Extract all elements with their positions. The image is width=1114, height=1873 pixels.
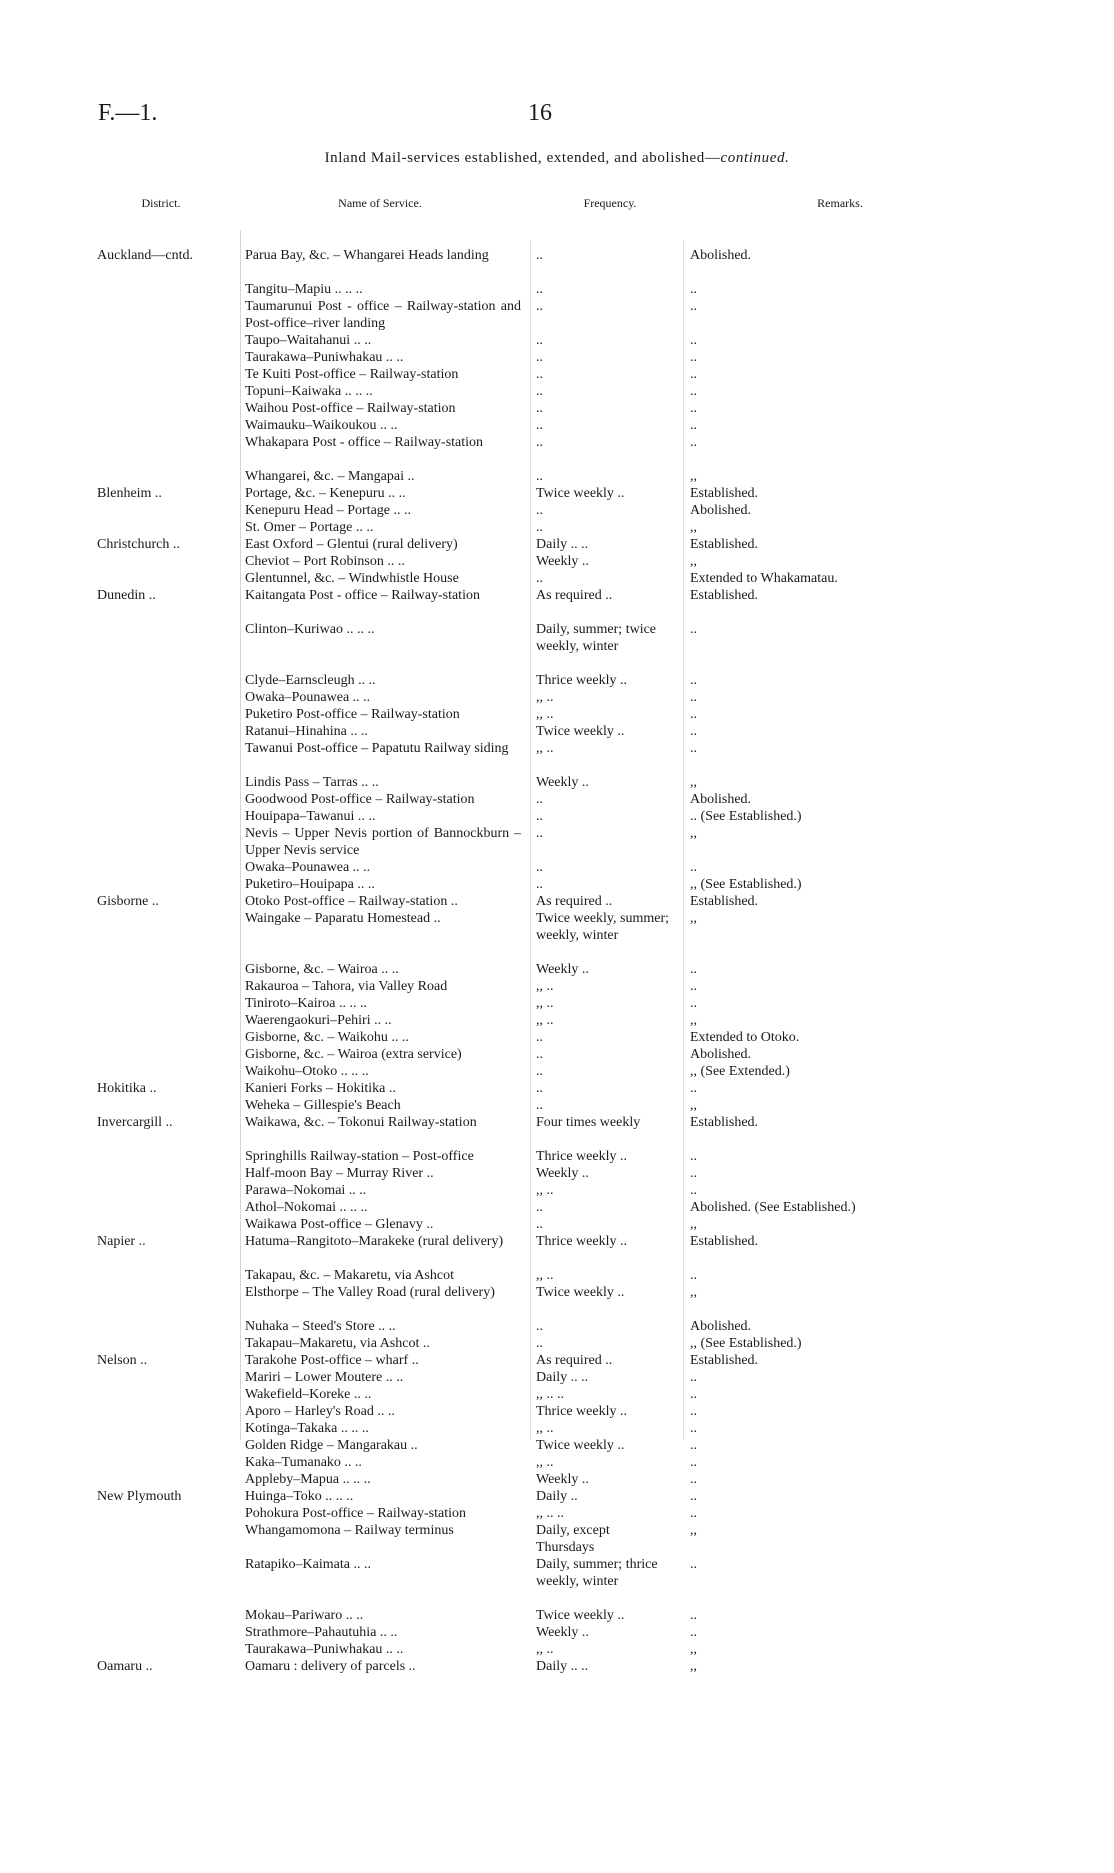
frequency-cell: Thrice weekly .. (536, 673, 627, 688)
frequency-cell: Daily, except Thursdays (536, 1523, 610, 1555)
remarks-cell: ,, (690, 1642, 697, 1657)
service-name-cell: Rakauroa – Tahora, via Valley Road (245, 979, 448, 994)
service-name-cell: Nevis – Upper Nevis portion of Bannockburn – Upper Nevis service (245, 826, 521, 858)
service-name-cell: Kenepuru Head – Portage .. .. (245, 503, 412, 518)
remarks-cell: ,, (690, 1098, 697, 1113)
service-name-cell: Whakapara Post - office – Railway-station (245, 435, 484, 450)
frequency-cell: Daily .. .. (536, 1659, 589, 1674)
service-name-cell: Ratanui–Hinahina .. .. (245, 724, 368, 739)
frequency-cell: Thrice weekly .. (536, 1149, 627, 1164)
service-name-cell: Oamaru : delivery of parcels .. (245, 1659, 416, 1674)
page-number: 16 (528, 100, 552, 126)
service-name-cell: Mariri – Lower Moutere .. .. (245, 1370, 404, 1385)
service-name-cell: Gisborne, &c. – Wairoa (extra service) (245, 1047, 462, 1062)
frequency-cell: Weekly .. (536, 1166, 589, 1181)
frequency-cell: Twice weekly, summer; weekly, winter (536, 911, 670, 943)
district-cell: Auckland—cntd. (97, 248, 194, 263)
remarks-cell: ,, (690, 826, 697, 841)
service-name-cell: Clinton–Kuriwao .. .. .. (245, 622, 375, 637)
service-name-cell: Hatuma–Rangitoto–Marakeke (rural delivery) (245, 1234, 504, 1249)
frequency-cell: ,, .. (536, 1183, 554, 1198)
service-name-cell: Weheka – Gillespie's Beach (245, 1098, 401, 1113)
service-name-cell: Cheviot – Port Robinson .. .. (245, 554, 405, 569)
remarks-cell: Abolished. (690, 503, 752, 518)
frequency-cell: .. (536, 282, 543, 297)
frequency-cell: .. (536, 520, 543, 535)
service-name-cell: Waikawa, &c. – Tokonui Railway-station (245, 1115, 477, 1130)
service-name-cell: Pohokura Post-office – Railway-station (245, 1506, 466, 1521)
frequency-cell: .. (536, 826, 543, 841)
service-name-cell: Athol–Nokomai .. .. .. (245, 1200, 368, 1215)
frequency-cell: .. (536, 333, 543, 348)
frequency-cell: .. (536, 877, 543, 892)
remarks-cell: .. (690, 1438, 697, 1453)
frequency-cell: ,, .. (536, 1268, 554, 1283)
frequency-cell: As required .. (536, 894, 613, 909)
frequency-cell: .. (536, 401, 543, 416)
frequency-cell: ,, .. (536, 979, 554, 994)
frequency-cell: .. (536, 1217, 543, 1232)
frequency-cell: ,, .. .. (536, 1387, 564, 1402)
column-divider (683, 240, 684, 1440)
remarks-cell: .. (690, 401, 697, 416)
remarks-cell: .. (690, 1268, 697, 1283)
frequency-cell: ,, .. (536, 1421, 554, 1436)
frequency-cell: Weekly .. (536, 1625, 589, 1640)
frequency-cell: .. (536, 367, 543, 382)
frequency-cell: ,, .. (536, 741, 554, 756)
remarks-cell: .. (690, 282, 697, 297)
frequency-cell: .. (536, 1336, 543, 1351)
frequency-cell: Four times weekly (536, 1115, 641, 1130)
service-name-cell: Wakefield–Koreke .. .. (245, 1387, 372, 1402)
service-name-cell: Kaka–Tumanako .. .. (245, 1455, 362, 1470)
remarks-cell: ,, (690, 1013, 697, 1028)
remarks-cell: Established. (690, 1115, 759, 1130)
service-name-cell: Waihou Post-office – Railway-station (245, 401, 456, 416)
service-name-cell: Golden Ridge – Mangarakau .. (245, 1438, 418, 1453)
remarks-cell: Established. (690, 1353, 759, 1368)
remarks-cell: ,, (690, 469, 697, 484)
remarks-cell: .. (690, 1166, 697, 1181)
district-cell: Blenheim .. (97, 486, 162, 501)
service-name-cell: Springhills Railway-station – Post-office (245, 1149, 474, 1164)
remarks-cell: .. (690, 979, 697, 994)
document-code: F.—1. (98, 100, 158, 126)
frequency-cell: Daily .. (536, 1489, 578, 1504)
remarks-cell: ,, (690, 1285, 697, 1300)
remarks-cell: .. (690, 435, 697, 450)
district-cell: Nelson .. (97, 1353, 148, 1368)
district-cell: Gisborne .. (97, 894, 159, 909)
frequency-cell: Daily, summer; thrice weekly, winter (536, 1557, 658, 1589)
service-name-cell: Waerengaokuri–Pehiri .. .. (245, 1013, 392, 1028)
service-name-cell: Half-moon Bay – Murray River .. (245, 1166, 434, 1181)
frequency-cell: Twice weekly .. (536, 1438, 625, 1453)
remarks-cell: .. (See Established.) (690, 809, 802, 824)
frequency-cell: ,, .. (536, 690, 554, 705)
remarks-cell: .. (690, 1608, 697, 1623)
frequency-cell: Twice weekly .. (536, 486, 625, 501)
remarks-cell: ,, (690, 775, 697, 790)
frequency-cell: ,, .. (536, 707, 554, 722)
remarks-cell: .. (690, 384, 697, 399)
remarks-cell: Abolished. (See Established.) (690, 1200, 856, 1215)
frequency-cell: Twice weekly .. (536, 1608, 625, 1623)
remarks-cell: .. (690, 1404, 697, 1419)
remarks-cell: ,, (690, 554, 697, 569)
service-name-cell: Puketiro–Houipapa .. .. (245, 877, 375, 892)
service-name-cell: East Oxford – Glentui (rural delivery) (245, 537, 458, 552)
service-name-cell: Elsthorpe – The Valley Road (rural delivery) (245, 1285, 495, 1300)
district-cell: Napier .. (97, 1234, 146, 1249)
frequency-cell: .. (536, 860, 543, 875)
district-cell: Dunedin .. (97, 588, 156, 603)
frequency-cell: .. (536, 350, 543, 365)
frequency-cell: ,, .. (536, 996, 554, 1011)
service-name-cell: Puketiro Post-office – Railway-station (245, 707, 460, 722)
frequency-cell: Weekly .. (536, 962, 589, 977)
service-name-cell: Taumarunui Post - office – Railway-station and Post-office–river landing (245, 299, 521, 331)
frequency-cell: .. (536, 1200, 543, 1215)
service-name-cell: Te Kuiti Post-office – Railway-station (245, 367, 459, 382)
remarks-cell: .. (690, 741, 697, 756)
remarks-cell: .. (690, 622, 697, 637)
remarks-cell: Abolished. (690, 1047, 752, 1062)
frequency-cell: ,, .. (536, 1013, 554, 1028)
service-name-cell: Waingake – Paparatu Homestead .. (245, 911, 441, 926)
remarks-cell: .. (690, 690, 697, 705)
frequency-cell: .. (536, 503, 543, 518)
frequency-cell: .. (536, 1098, 543, 1113)
column-header-district: District. (141, 196, 181, 210)
frequency-cell: Weekly .. (536, 775, 589, 790)
service-name-cell: Tiniroto–Kairoa .. .. .. (245, 996, 367, 1011)
remarks-cell: Extended to Otoko. (690, 1030, 800, 1045)
service-name-cell: Lindis Pass – Tarras .. .. (245, 775, 379, 790)
district-cell: New Plymouth (97, 1489, 182, 1504)
remarks-cell: .. (690, 333, 697, 348)
frequency-cell: .. (536, 299, 543, 314)
remarks-cell: ,, (690, 1659, 697, 1674)
remarks-cell: .. (690, 1489, 697, 1504)
frequency-cell: Weekly .. (536, 1472, 589, 1487)
service-name-cell: Houipapa–Tawanui .. .. (245, 809, 376, 824)
service-name-cell: Ratapiko–Kaimata .. .. (245, 1557, 371, 1572)
service-name-cell: Tarakohe Post-office – wharf .. (245, 1353, 419, 1368)
service-name-cell: Waikohu–Otoko .. .. .. (245, 1064, 369, 1079)
frequency-cell: Thrice weekly .. (536, 1234, 627, 1249)
frequency-cell: .. (536, 1081, 543, 1096)
service-name-cell: Kotinga–Takaka .. .. .. (245, 1421, 369, 1436)
frequency-cell: .. (536, 435, 543, 450)
remarks-cell: .. (690, 1370, 697, 1385)
remarks-cell: .. (690, 350, 697, 365)
frequency-cell: Twice weekly .. (536, 724, 625, 739)
service-name-cell: St. Omer – Portage .. .. (245, 520, 374, 535)
frequency-cell: ,, .. .. (536, 1506, 564, 1521)
service-name-cell: Taurakawa–Puniwhakau .. .. (245, 1642, 404, 1657)
remarks-cell: ,, (690, 911, 697, 926)
frequency-cell: .. (536, 469, 543, 484)
service-name-cell: Whangamomona – Railway terminus (245, 1523, 454, 1538)
remarks-cell: ,, (690, 1217, 697, 1232)
frequency-cell: .. (536, 248, 543, 263)
frequency-cell: .. (536, 418, 543, 433)
district-cell: Christchurch .. (97, 537, 180, 552)
service-name-cell: Owaka–Pounawea .. .. (245, 860, 371, 875)
service-name-cell: Kaitangata Post - office – Railway-station (245, 588, 480, 603)
remarks-cell: Abolished. (690, 1319, 752, 1334)
service-name-cell: Topuni–Kaiwaka .. .. .. (245, 384, 373, 399)
frequency-cell: .. (536, 1319, 543, 1334)
frequency-cell: Weekly .. (536, 554, 589, 569)
district-cell: Oamaru .. (97, 1659, 153, 1674)
remarks-cell: .. (690, 299, 697, 314)
frequency-cell: .. (536, 1030, 543, 1045)
remarks-cell: Abolished. (690, 792, 752, 807)
frequency-cell: As required .. (536, 1353, 613, 1368)
service-name-cell: Nuhaka – Steed's Store .. .. (245, 1319, 396, 1334)
service-name-cell: Otoko Post-office – Railway-station .. (245, 894, 458, 909)
service-name-cell: Huinga–Toko .. .. .. (245, 1489, 354, 1504)
remarks-cell: .. (690, 367, 697, 382)
remarks-cell: ,, (690, 520, 697, 535)
remarks-cell: .. (690, 724, 697, 739)
remarks-cell: Established. (690, 1234, 759, 1249)
service-name-cell: Clyde–Earnscleugh .. .. (245, 673, 376, 688)
service-name-cell: Whangarei, &c. – Mangapai .. (245, 469, 415, 484)
service-name-cell: Kanieri Forks – Hokitika .. (245, 1081, 396, 1096)
service-name-cell: Appleby–Mapua .. .. .. (245, 1472, 371, 1487)
service-name-cell: Goodwood Post-office – Railway-station (245, 792, 475, 807)
frequency-cell: .. (536, 384, 543, 399)
remarks-cell: ,, (See Established.) (690, 877, 802, 892)
district-cell: Invercargill .. (97, 1115, 173, 1130)
remarks-cell: Established. (690, 486, 759, 501)
service-name-cell: Portage, &c. – Kenepuru .. .. (245, 486, 406, 501)
service-name-cell: Tawanui Post-office – Papatutu Railway siding (245, 741, 509, 756)
column-divider (530, 240, 531, 1440)
title-continued: continued. (720, 150, 790, 166)
title-main: Inland Mail-services established, extended, and abolished— (324, 150, 721, 166)
frequency-cell: As required .. (536, 588, 613, 603)
remarks-cell: .. (690, 418, 697, 433)
remarks-cell: ,, (See Extended.) (690, 1064, 790, 1079)
frequency-cell: ,, .. (536, 1455, 554, 1470)
remarks-cell: .. (690, 1455, 697, 1470)
service-name-cell: Parua Bay, &c. – Whangarei Heads landing (245, 248, 489, 263)
remarks-cell: Established. (690, 588, 759, 603)
service-name-cell: Gisborne, &c. – Wairoa .. .. (245, 962, 399, 977)
remarks-cell: .. (690, 1472, 697, 1487)
service-name-cell: Mokau–Pariwaro .. .. (245, 1608, 364, 1623)
frequency-cell: .. (536, 1064, 543, 1079)
service-name-cell: Tangitu–Mapiu .. .. .. (245, 282, 363, 297)
column-header-frequency: Frequency. (583, 196, 637, 210)
remarks-cell: ,, (690, 1523, 697, 1538)
column-header-service: Name of Service. (338, 196, 422, 210)
remarks-cell: .. (690, 673, 697, 688)
remarks-cell: .. (690, 1183, 697, 1198)
frequency-cell: ,, .. (536, 1642, 554, 1657)
remarks-cell: ,, (See Established.) (690, 1336, 802, 1351)
remarks-cell: .. (690, 1421, 697, 1436)
remarks-cell: Established. (690, 894, 759, 909)
frequency-cell: Twice weekly .. (536, 1285, 625, 1300)
frequency-cell: Daily .. .. (536, 1370, 589, 1385)
service-name-cell: Waimauku–Waikoukou .. .. (245, 418, 398, 433)
frequency-cell: .. (536, 792, 543, 807)
remarks-cell: .. (690, 1149, 697, 1164)
frequency-cell: Daily .. .. (536, 537, 589, 552)
remarks-cell: .. (690, 860, 697, 875)
district-cell: Hokitika .. (97, 1081, 157, 1096)
remarks-cell: Established. (690, 537, 759, 552)
service-name-cell: Glentunnel, &c. – Windwhistle House (245, 571, 459, 586)
remarks-cell: .. (690, 707, 697, 722)
remarks-cell: .. (690, 1557, 697, 1572)
frequency-cell: .. (536, 809, 543, 824)
frequency-cell: .. (536, 571, 543, 586)
remarks-cell: Extended to Whakamatau. (690, 571, 838, 586)
remarks-cell: .. (690, 1625, 697, 1640)
frequency-cell: .. (536, 1047, 543, 1062)
column-divider (240, 230, 241, 1440)
service-name-cell: Gisborne, &c. – Waikohu .. .. (245, 1030, 409, 1045)
column-header-remarks: Remarks. (817, 196, 863, 210)
service-name-cell: Owaka–Pounawea .. .. (245, 690, 371, 705)
remarks-cell: .. (690, 962, 697, 977)
remarks-cell: .. (690, 996, 697, 1011)
service-name-cell: Taupo–Waitahanui .. .. (245, 333, 372, 348)
service-name-cell: Strathmore–Pahautuhia .. .. (245, 1625, 398, 1640)
remarks-cell: .. (690, 1081, 697, 1096)
frequency-cell: Thrice weekly .. (536, 1404, 627, 1419)
service-name-cell: Taurakawa–Puniwhakau .. .. (245, 350, 404, 365)
frequency-cell: Daily, summer; twice weekly, winter (536, 622, 657, 654)
remarks-cell: Abolished. (690, 248, 752, 263)
remarks-cell: .. (690, 1387, 697, 1402)
service-name-cell: Aporo – Harley's Road .. .. (245, 1404, 395, 1419)
service-name-cell: Takapau–Makaretu, via Ashcot .. (245, 1336, 430, 1351)
service-name-cell: Takapau, &c. – Makaretu, via Ashcot (245, 1268, 454, 1283)
service-name-cell: Parawa–Nokomai .. .. (245, 1183, 367, 1198)
remarks-cell: .. (690, 1506, 697, 1521)
service-name-cell: Waikawa Post-office – Glenavy .. (245, 1217, 434, 1232)
